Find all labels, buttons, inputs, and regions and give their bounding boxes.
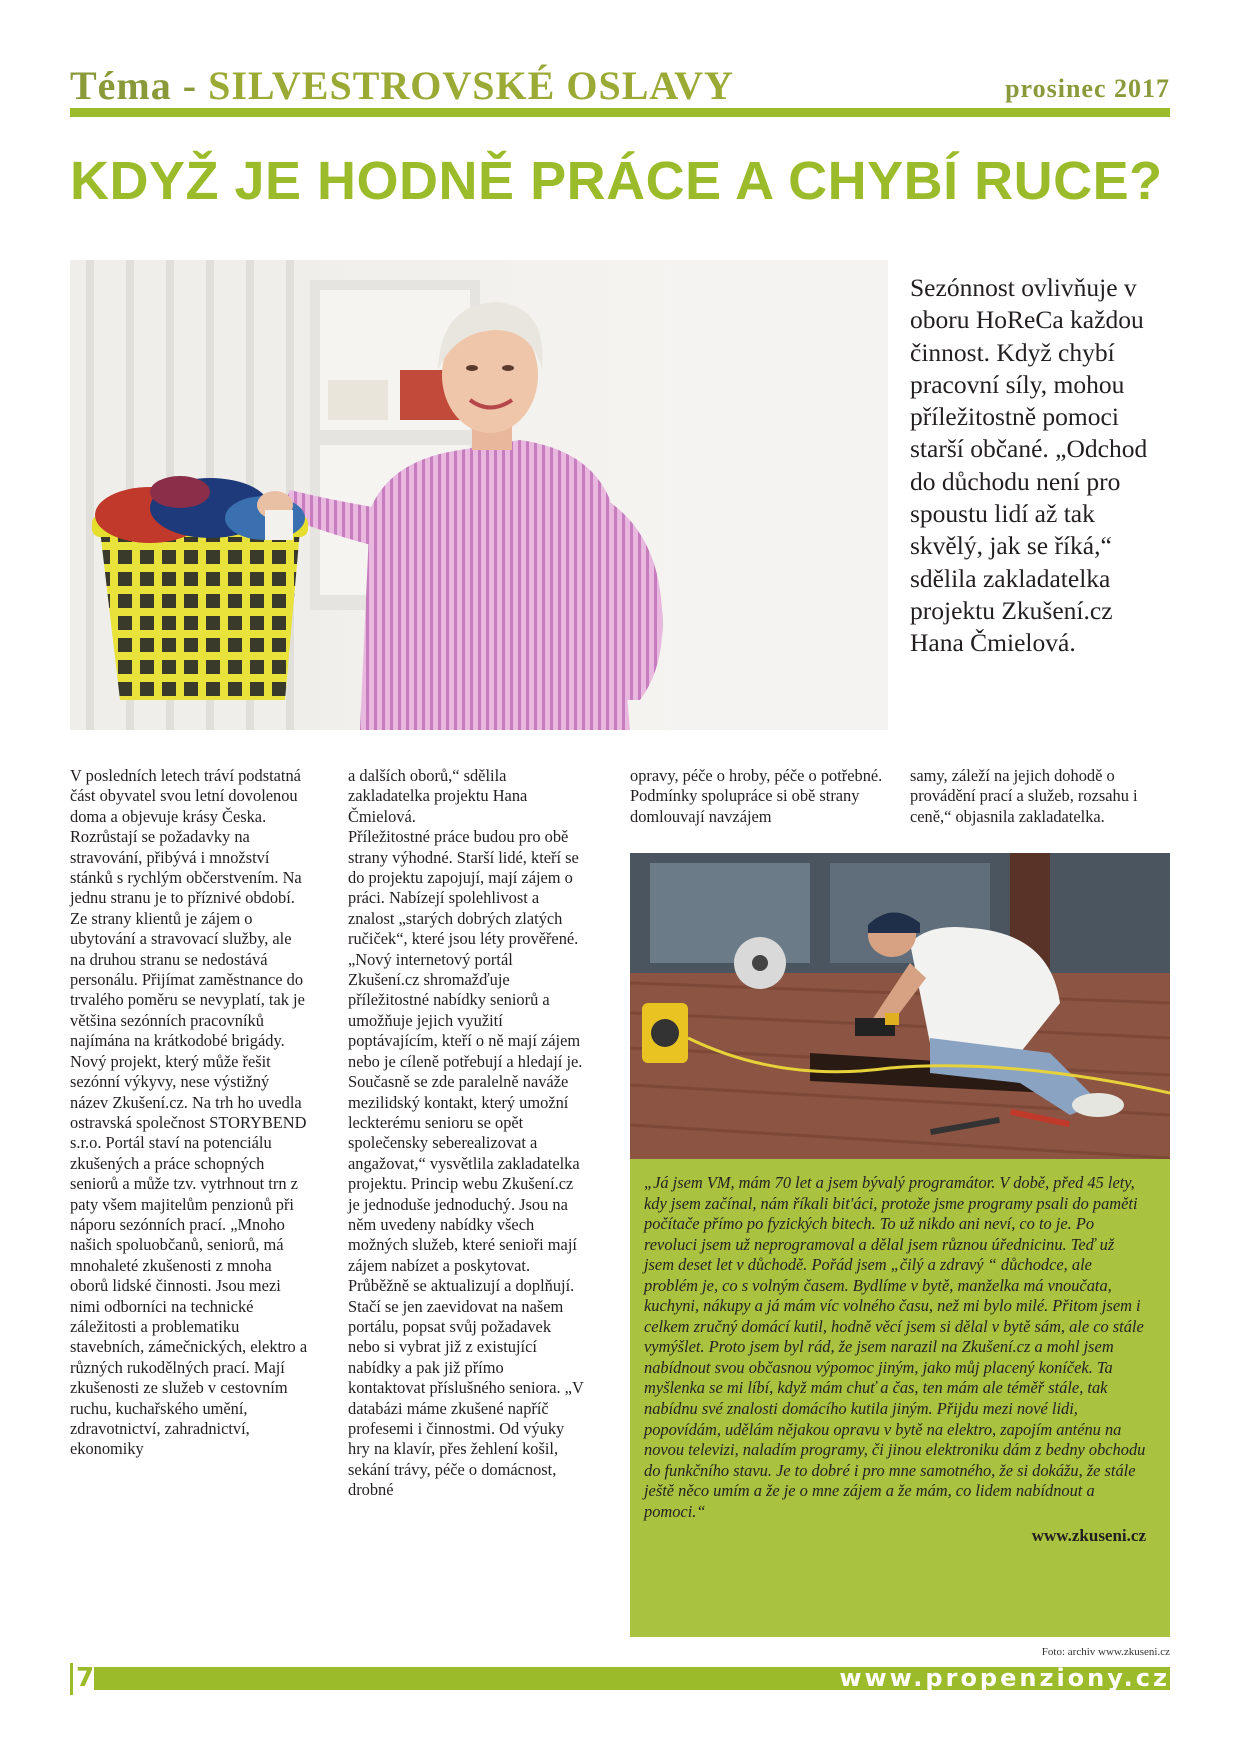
section-label-word: Téma: [70, 63, 172, 108]
photo-credit: Foto: archiv www.zkuseni.cz: [1041, 1646, 1170, 1658]
body-column-2: [348, 766, 584, 1501]
body-column-3: [630, 766, 885, 827]
body-column-4: [910, 766, 1170, 827]
deck-work-photo-illustration: [630, 853, 1170, 1161]
page-number: 7: [76, 1663, 95, 1693]
page-number-box: [70, 1663, 94, 1695]
deck-work-photo: [630, 853, 1170, 1161]
body-paragraph: opravy, péče o hroby, péče o potřebné. Podmínky spolupráce si obě strany domlouvají navzájem: [630, 766, 883, 826]
lead-paragraph: [910, 272, 1170, 660]
testimonial-box: [630, 1159, 1170, 1637]
section-label-topic: SILVESTROVSKÉ OSLAVY: [208, 63, 734, 108]
testimonial-text: „Já jsem VM, mám 70 let a jsem bývalý programátor. V době, před 45 lety, kdy jsem začínal, nám říkali bit'áci, protože jsme programy psali do paměti počítače přímo po fyzických bitech. To už nikdo ani neví, co to je. Po revoluci jsem už neprogramoval a dělal jsem různou úřednicinu. Teď už jsem deset let v důchodě. Pořád jsem „čilý a zdravý “ důchodce, ale problém je, co s volným časem. Bydlíme v bytě, manželka má vnoučata, kuchyni, nákupy a já mám víc volného času, než mi bylo milé. Přitom jsem i celkem zručný domácí kutil, hodně věcí jsem si dělal v bytě sám, ale co stále vymýšlet. Proto jsem byl rád, že jsem narazil na Zkušení.cz a mohl jsem nabídnout svou občasnou výpomoc jiným, jako můj placený koníček. Ta myšlenka se mi líbí, když mám chuť a čas, ten mám ale téměř stále, tak nabídnu své znalosti domácího kutila jiným. Přijdu mezi nové lidi, popovídám, udělám nějakou opravu v bytě na elektro, zapojím anténu na novou televizi, naladím programy, či jinou elektroniku dám z bedny obchodu do funkčního stavu. Je to dobré i pro mne samotného, že si dokážu, že stále ještě něco umím a že je o mne zájem a že mám, co lidem nabídnout a pomoci.“: [644, 1173, 1146, 1521]
body-column-1: [70, 766, 310, 1460]
issue-date: prosinec 2017: [1005, 74, 1170, 103]
header-rule: [70, 108, 1170, 117]
testimonial-source: www.zkuseni.cz: [1031, 1526, 1146, 1546]
body-paragraph: Příležitostné práce budou pro obě strany výhodné. Starší lidé, kteří se do projektu zapojují, mají zájem o práci. Nabízejí spolehlivost a znalost „starých dobrých zlatých ručiček“, které jsou léty prověřené.: [348, 827, 579, 949]
hero-photo-illustration: [70, 260, 888, 730]
body-paragraph: V posledních letech tráví podstatná část obyvatel svou letní dovolenou doma a objevuje krásy Česka. Rozrůstají se požadavky na stravování, přibývá i množství stánků s rychlým občerstvením. Na jednu stranu je to příznivé období. Ze strany klientů je zájem o ubytování a stravovací služby, ale na druhou stranu se nedostává personálu. Přijímat zaměstnance do trvalého poměru se nevyplatí, tak je většina sezónních pracovníků najímána na krátkodobé brigády.: [70, 766, 305, 1051]
hero-photo: [70, 260, 888, 730]
page-number-tick: [70, 1663, 73, 1695]
body-paragraph: a dalších oborů,“ sdělila zakladatelka projektu Hana Čmielová.: [348, 766, 528, 826]
section-label-separator: -: [171, 63, 209, 108]
body-paragraph: samy, záleží na jejich dohodě o provádění prací a služeb, rozsahu i ceně,“ objasnila zakladatelka.: [910, 766, 1138, 826]
section-label: [70, 62, 734, 109]
lead-text: Sezónnost ovlivňuje v oboru HoReCa každou činnost. Když chybí pracovní síly, mohou příležitostně pomoci starší občané. „Odchod do důchodu není pro spoustu lidí až tak skvělý, jak se říká,“ sdělila zakladatelka projektu Zkušení.cz Hana Čmielová.: [910, 273, 1148, 658]
footer-website: www.propenziony.cz: [839, 1664, 1170, 1692]
body-paragraph: Nový projekt, který může řešit sezónní výkyvy, nese výstižný název Zkušení.cz. Na trh ho uvedla ostravská společnost STORYBEND s.r.o. Portál staví na potenciálu zkušených a práce schopných seniorů a může tzv. vytrhnout trn z paty všem majitelům penzionů při náporu sezónních prací. „Mnoho našich spoluobčanů, seniorů, má mnohaleté zkušenosti z mnoha oborů lidské činnosti. Jsou mezi nimi odborníci na technické záležitosti a problematiku stavebních, zámečnických, elektro a různých rukodělných prací. Mají zkušenosti ze služeb v cestovním ruchu, kuchařského umění, zdravotnictví, zahradnictví, ekonomiky: [70, 1051, 308, 1459]
article-headline: KDYŽ JE HODNĚ PRÁCE A CHYBÍ RUCE?: [70, 151, 1163, 211]
body-paragraph: „Nový internetový portál Zkušení.cz shromažďuje příležitostné nabídky seniorů a umožňuje jejich využití poptávajícím, kteří o ně mají zájem nebo je cíleně potřebují a hledají je. Současně se zde paralelně naváže mezilidský kontakt, který umožní leckterému senioru se opět společensky seberealizovat a angažovat,“ vysvětlila zakladatelka projektu. Princip webu Zkušení.cz je jednoduše jednoduchý. Jsou na něm uvedeny nabídky všech možných služeb, které senioři mají zájem nabízet a poskytovat. Průběžně se aktualizují a doplňují. Stačí se jen zaevidovat na našem portálu, popsat svůj požadavek nebo si vybrat již z existující nabídky a pak již přímo kontaktovat příslušného seniora. „V databázi máme zkušené napříč profesemi i činnostmi. Od výuky hry na klavír, přes žehlení košil, sekání trávy, péče o domácnost, drobné: [348, 949, 584, 1500]
